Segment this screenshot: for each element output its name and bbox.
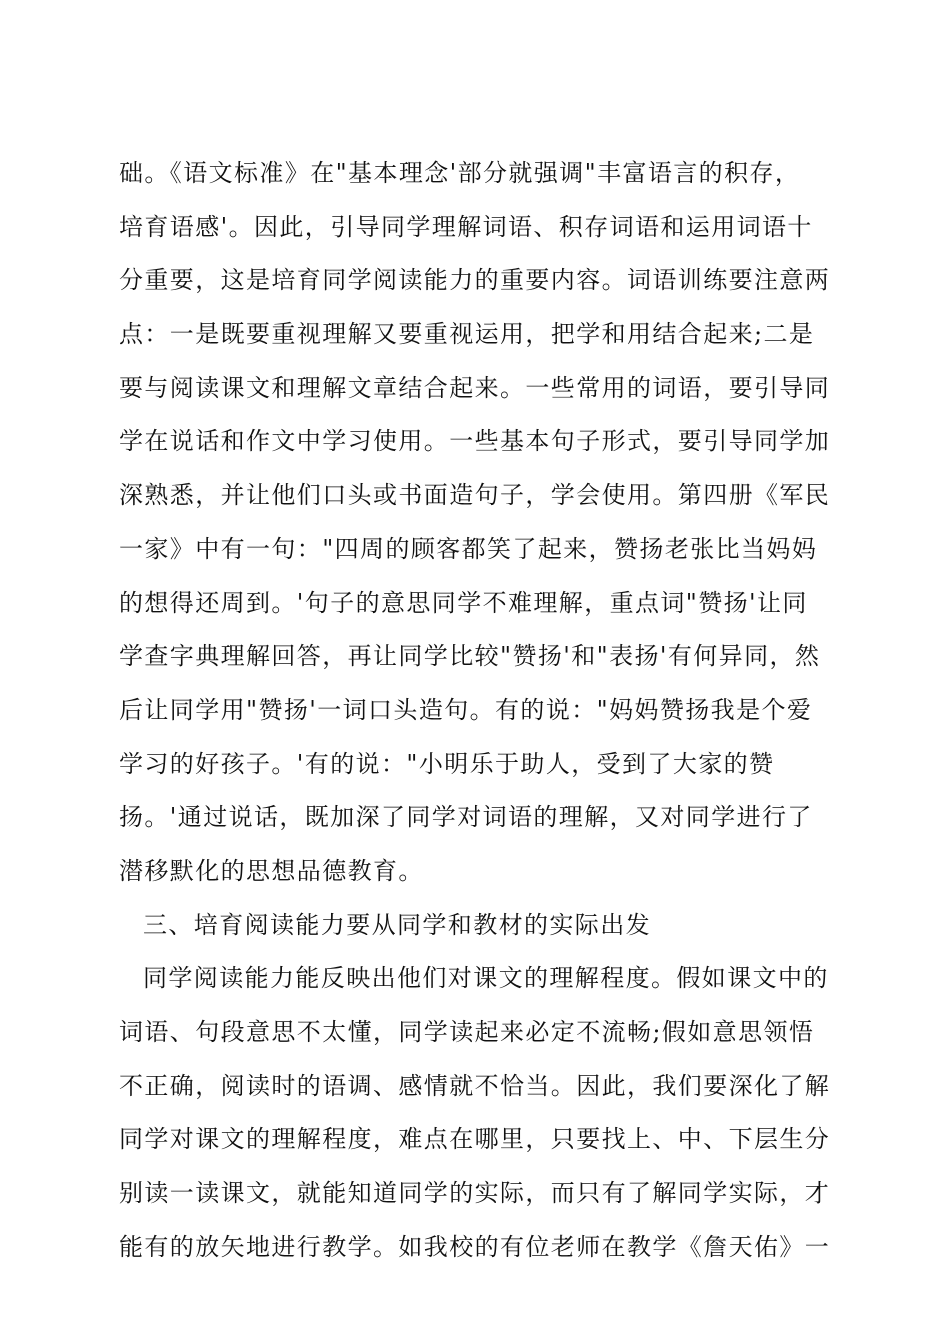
- text-line: 分重要，这是培育同学阅读能力的重要内容。词语训练要注意两: [119, 266, 831, 295]
- text-line: 后让同学用"赞扬'一词口头造句。有的说："妈妈赞扬我是个爱: [119, 695, 813, 724]
- text-line: 的想得还周到。'句子的意思同学不难理解，重点词"赞扬'让同: [119, 588, 808, 617]
- text-line: 培育语感'。因此，引导同学理解词语、积存词语和运用词语十: [119, 212, 813, 241]
- text-line: 扬。'通过说话，既加深了同学对词语的理解，又对同学进行了: [119, 803, 813, 832]
- text-line: 深熟悉，并让他们口头或书面造句子，学会使用。第四册《军民: [119, 481, 831, 510]
- text-line: 能有的放矢地进行教学。如我校的有位老师在教学《詹天佑》一: [119, 1232, 831, 1261]
- body-text: [119, 151, 839, 1278]
- text-line: 学查字典理解回答，再让同学比较"赞扬'和"表扬'有何异同，然: [119, 642, 821, 671]
- text-line: 同学对课文的理解程度，难点在哪里，只要找上、中、下层生分: [119, 1125, 831, 1154]
- section-heading: 三、培育阅读能力要从同学和教材的实际出发: [143, 910, 651, 939]
- text-line: 一家》中有一句："四周的顾客都笑了起来，赞扬老张比当妈妈: [119, 534, 818, 563]
- text-line: 潜移默化的思想品德教育。: [119, 856, 424, 885]
- text-line: 学习的好孩子。'有的说："小明乐于助人，受到了大家的赞: [119, 749, 775, 778]
- text-line: 础。《语文标准》在"基本理念'部分就强调"丰富语言的积存，: [119, 159, 801, 187]
- text-line: 同学阅读能力能反映出他们对课文的理解程度。假如课文中的: [143, 964, 829, 993]
- text-line: 别读一读课文，就能知道同学的实际，而只有了解同学实际，才: [119, 1179, 831, 1208]
- text-line: 要与阅读课文和理解文章结合起来。一些常用的词语，要引导同: [119, 373, 831, 402]
- text-line: 词语、句段意思不太懂，同学读起来必定不流畅;假如意思领悟: [119, 1018, 815, 1046]
- text-line: 不正确，阅读时的语调、感情就不恰当。因此，我们要深化了解: [119, 1071, 831, 1100]
- text-line: 学在说话和作文中学习使用。一些基本句子形式，要引导同学加: [119, 427, 831, 456]
- text-line: 点：一是既要重视理解又要重视运用，把学和用结合起来;二是: [119, 320, 815, 349]
